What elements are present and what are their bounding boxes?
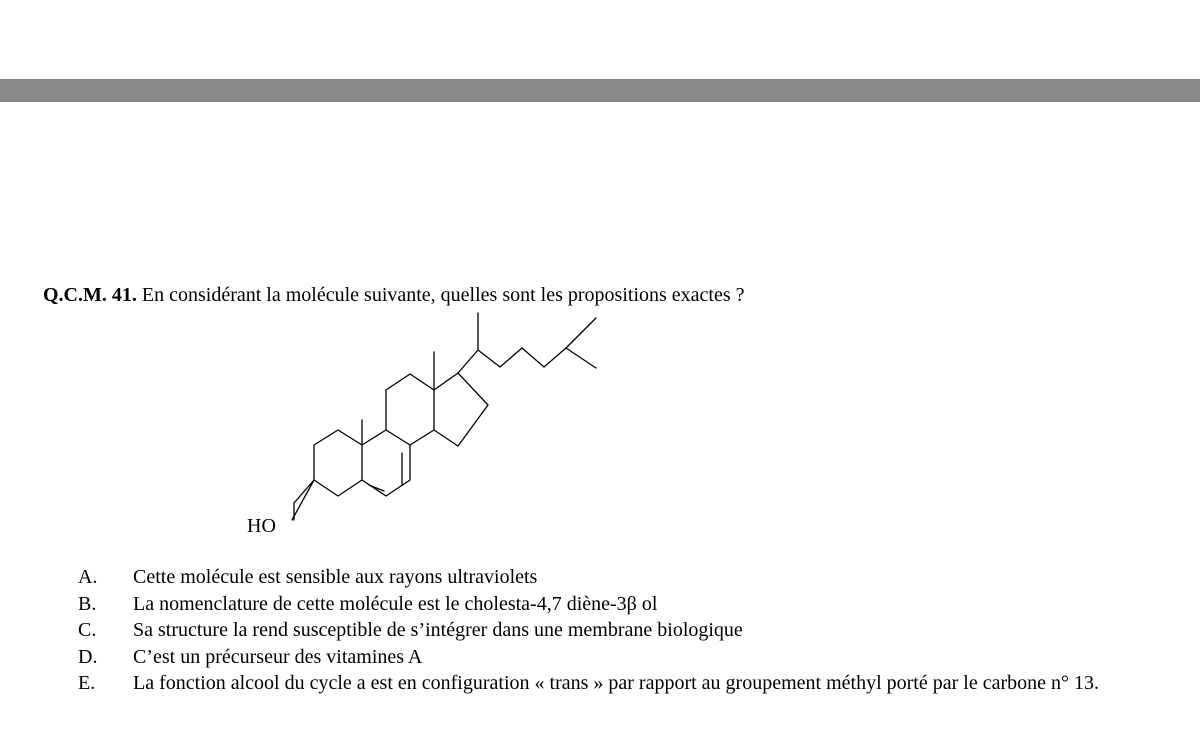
option-letter: C. xyxy=(78,619,97,641)
option-e xyxy=(0,670,1200,723)
option-a xyxy=(0,564,1200,591)
hydroxyl-label: HO xyxy=(247,515,276,537)
header-divider-bar xyxy=(0,79,1200,102)
option-text: C’est un précurseur des vitamines A xyxy=(133,645,423,668)
side-chain-methyl-c27 xyxy=(566,348,596,368)
ring-d xyxy=(434,373,488,446)
option-letter: B. xyxy=(78,592,97,615)
option-text: Cette molécule est sensible aux rayons ultraviolets xyxy=(133,566,538,588)
option-d xyxy=(0,644,1200,671)
option-c xyxy=(0,617,1200,644)
answer-options xyxy=(0,564,1200,723)
ring-b xyxy=(362,430,410,496)
option-letter: E. xyxy=(78,672,96,694)
option-letter: D. xyxy=(78,645,98,668)
question-heading xyxy=(43,282,745,308)
double-bond-c5 xyxy=(369,485,384,491)
side-chain xyxy=(458,318,596,373)
option-text: La fonction alcool du cycle a est en configuration « trans » par rapport au groupement méthyl porté par le carbone n° 13. xyxy=(133,672,1099,694)
option-text: Sa structure la rend susceptible de s’intégrer dans une membrane biologique xyxy=(133,619,743,641)
hydroxyl-bond-diag xyxy=(292,480,314,520)
ring-c xyxy=(386,374,434,445)
hydroxyl-bond-up xyxy=(294,480,314,503)
question-text: En considérant la molécule suivante, quelles sont les propositions exactes ? xyxy=(141,284,745,306)
option-b xyxy=(0,591,1200,618)
question-number: Q.C.M. 41. xyxy=(43,284,137,306)
ring-a xyxy=(314,430,362,496)
option-letter: A. xyxy=(78,566,98,588)
option-text: La nomenclature de cette molécule est le cholesta-4,7 diène-3β ol xyxy=(133,592,658,615)
